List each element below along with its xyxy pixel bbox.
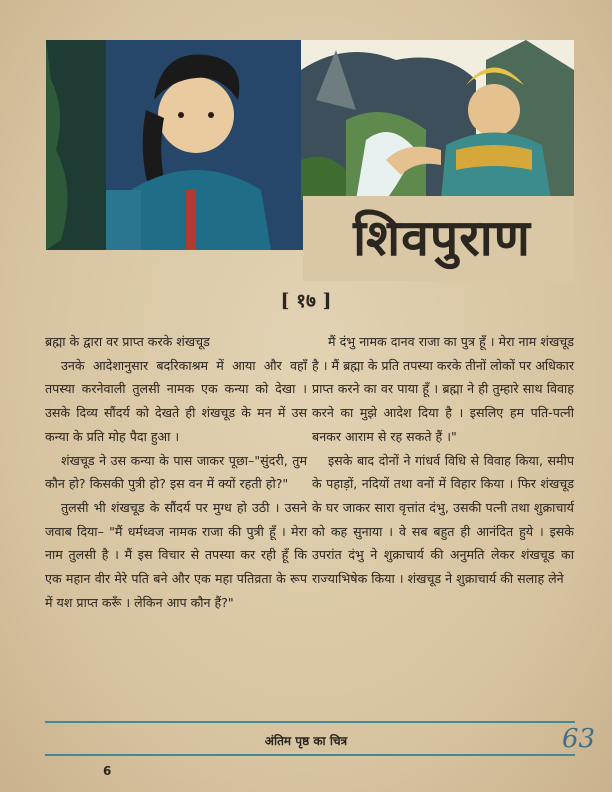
paragraph: तुलसी भी शंखचूड के सौंदर्य पर मुग्ध हो उठी । उसने जवाब दिया– "मैं धर्मध्वज नामक राजा की पुत्री हूँ । मेरा नाम तुलसी है । मैं इस विचार से तपस्या कर रही हूँ कि एक महान वीर मेरे पति बने और एक महा पतिव्रता के रूप में यश प्राप्त करूँ । लेकिन आप कौन हैं?" <box>45 499 307 610</box>
right-column <box>312 330 574 591</box>
divider-bottom <box>45 754 575 756</box>
handwritten-note: 63 <box>562 724 596 754</box>
footer-caption: अंतिम पृष्ठ का चित्र <box>264 734 348 748</box>
divider-top <box>45 721 575 723</box>
chapter-number: [ १७ ] <box>280 290 332 312</box>
page-number: 6 <box>103 764 112 778</box>
paragraph: इसके बाद दोनों ने गांधर्व विधि से विवाह किया, समीप के पहाड़ों, नदियों तथा वनों में विहार किया । फिर शंखचूड के घर जाकर सारा वृत्तांत दंभु, उसकी पत्नी तथा शुक्राचार्य को कह सुनाया । वे सब बहुत ही आनंदित हुये । इसके उपरांत दंभु ने शुक्राचार्य की अनुमति लेकर शंखचूड का राज्याभिषेक किया । शंखचूड ने शुक्राचार्य की सलाह लेने <box>312 452 574 587</box>
paragraph: उनके आदेशानुसार बदरिकाश्रम में आया और वहाँ तपस्या करनेवाली तुलसी नामक एक कन्या को देखा । उसके दिव्य सौंदर्य को देखते ही शंखचूड के मन में उस कन्या के प्रति मोह पैदा हुआ । <box>45 357 307 444</box>
paragraph: शंखचूड ने उस कन्या के पास जाकर पूछा–"सुंदरी, तुम कौन हो? किसकी पुत्री हो? इस वन में क्यों रहती हो?" <box>45 452 307 492</box>
page-title: शिवपुराण <box>353 209 531 267</box>
paragraph: ब्रह्मा के द्वारा वर प्राप्त करके शंखचूड <box>45 334 210 349</box>
paragraph: मैं दंभु नामक दानव राजा का पुत्र हूँ । मेरा नाम शंखचूड है । मैं ब्रह्मा के प्रति तपस्या करके तीनों लोकों पर अधिकार प्राप्त करने का वर पाया हूँ । ब्रह्मा ने ही तुम्हारे साथ विवाह करने का मुझे आदेश दिया है । इसलिए हम पति-पत्नी बनकर आराम से रह सकते हैं ।" <box>312 334 574 444</box>
left-column <box>45 330 307 614</box>
